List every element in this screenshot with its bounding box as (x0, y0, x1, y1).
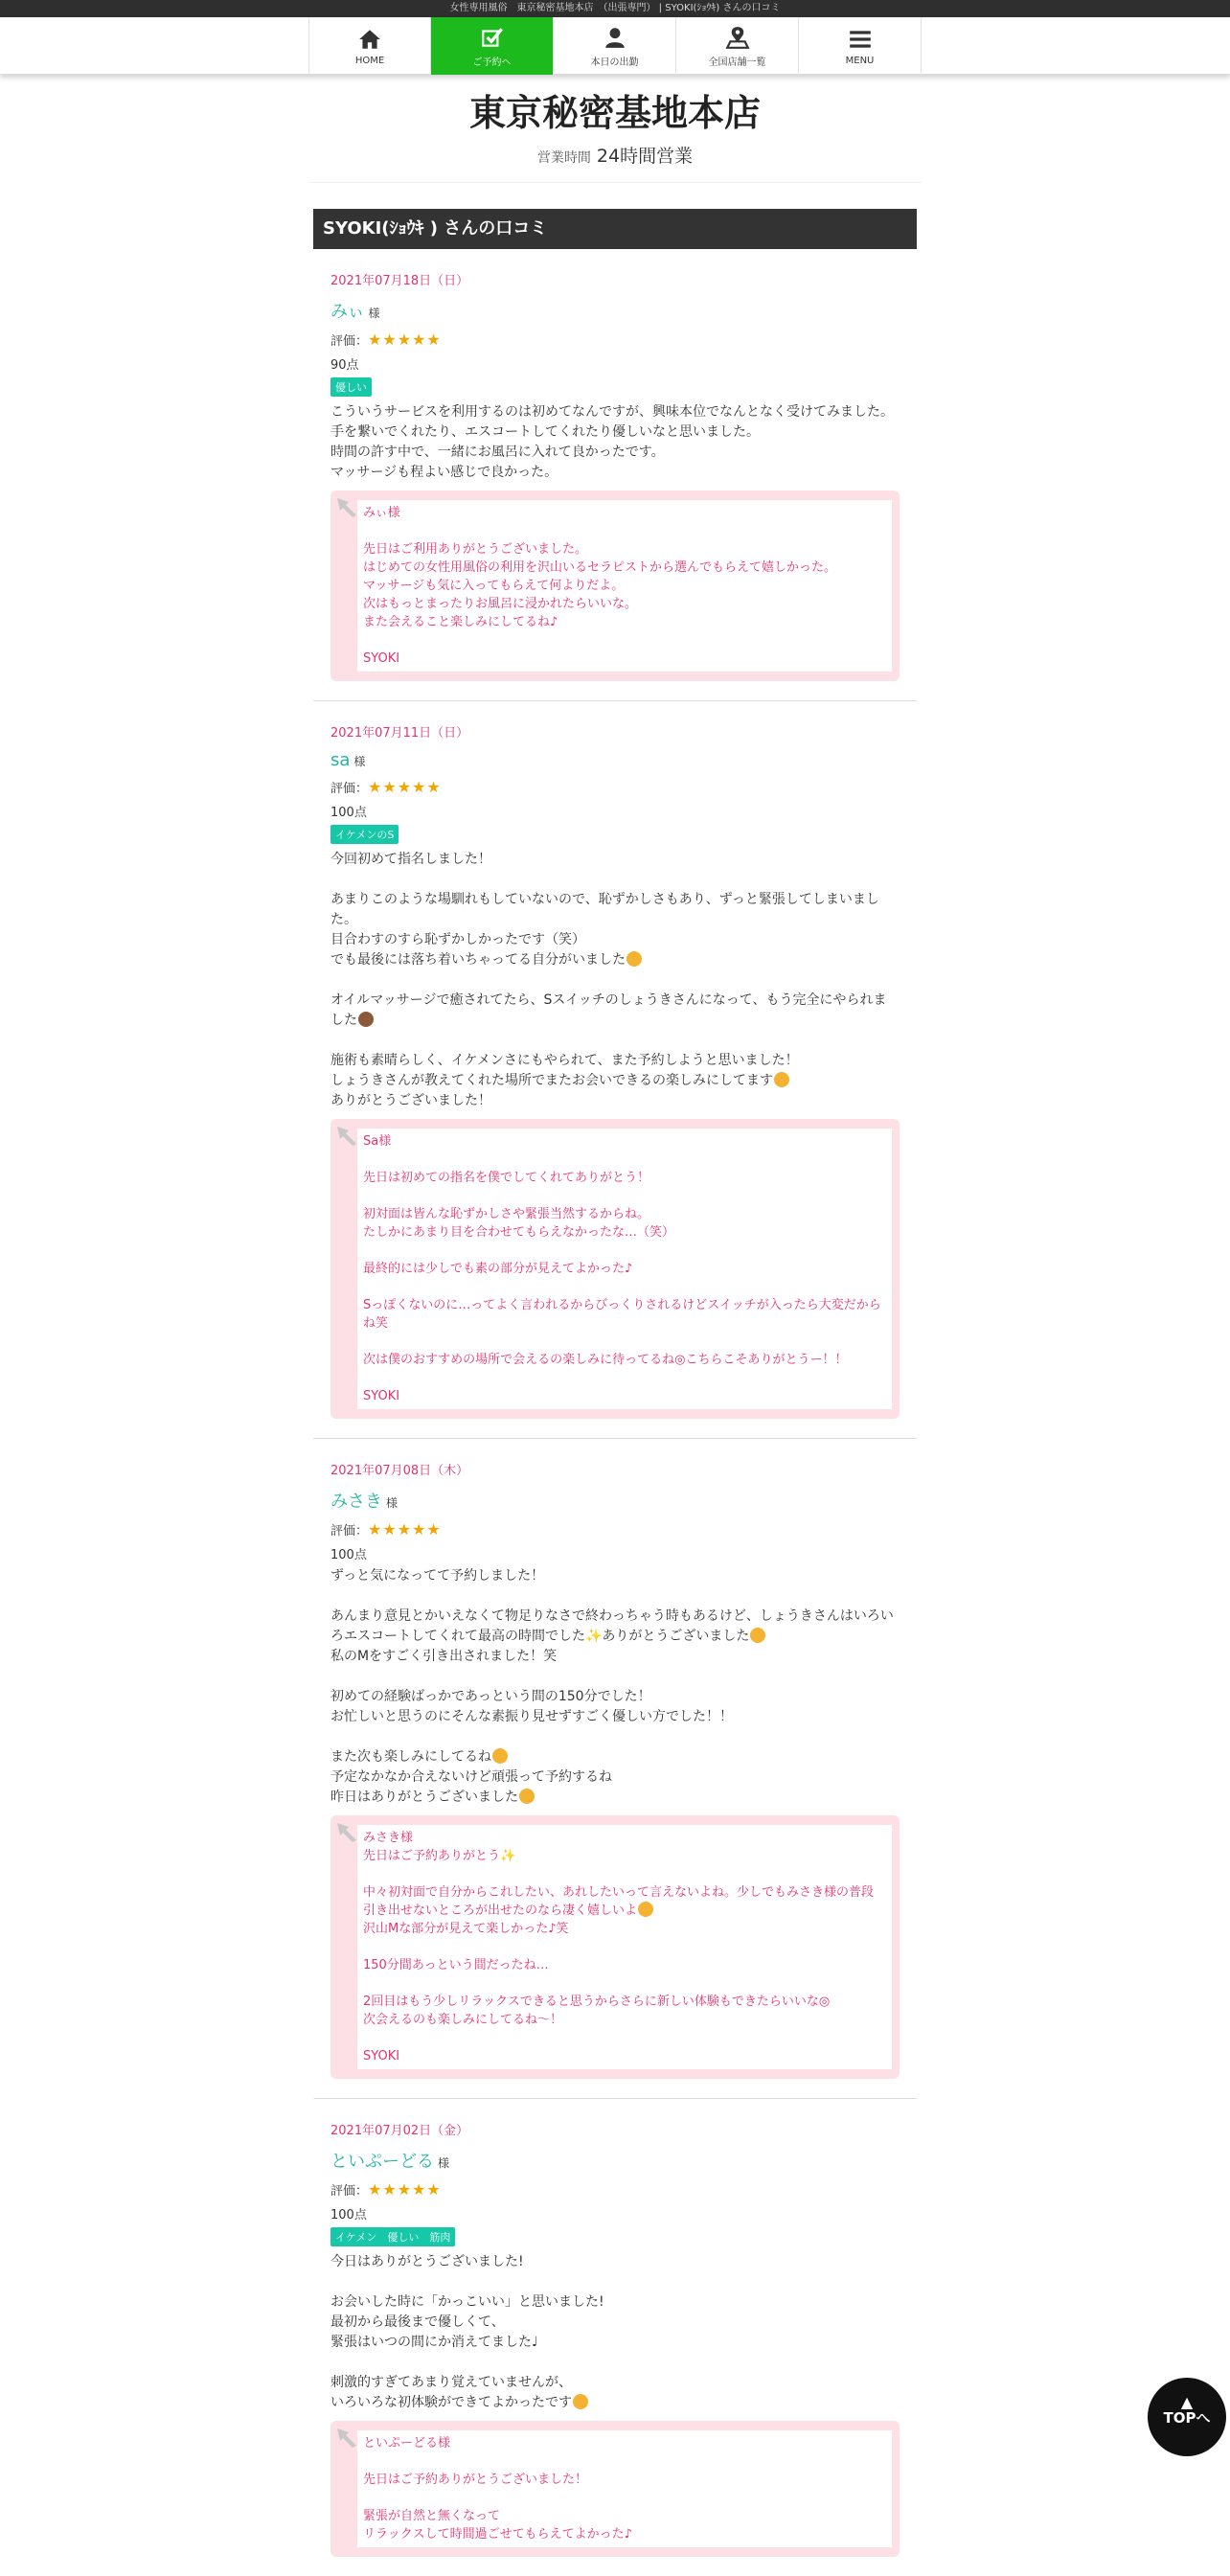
nav-home-label: HOME (354, 55, 385, 66)
home-icon (357, 27, 382, 52)
review-tag: 優しい (330, 377, 372, 397)
store-name: 東京秘密基地本店 (468, 91, 761, 134)
nav-reserve-label: ご予約へ (472, 57, 512, 68)
therapist-reply (330, 1119, 900, 1419)
review-item (313, 1439, 917, 2099)
reply-text: といぷーどる様 先日はご予約ありがとうございました！ 緊張が自然と無くなって リラックスして時間過ごせてもらえてよかった♪ (357, 2430, 892, 2547)
hamburger-icon (848, 27, 873, 52)
review-tags (330, 376, 900, 397)
reviewer-name-text: sa (330, 750, 351, 770)
rating-label: 評価： (330, 334, 369, 349)
store-hours (308, 142, 922, 168)
reviewer-name (330, 750, 900, 770)
review-body-part: ありがとうございました！ (330, 1093, 491, 1108)
smile-emoji-icon (492, 1748, 508, 1764)
review-body-part: オイルマッサージで癒されてたら、Sスイッチのしょうきさんになって、もう完全にやられました (330, 992, 887, 1028)
smile-emoji-icon (750, 1628, 765, 1643)
honorific: 様 (386, 1496, 399, 1510)
reply-text (357, 1825, 892, 2069)
star-rating: ★★★★★ (368, 1520, 442, 1539)
rating-label: 評価： (330, 782, 369, 796)
therapist-reply (330, 2421, 900, 2557)
review-body-part: ずっと気になってて予約しました！ あんまり意見とかいえなくて物足りなさで終わっちゃう時もあるけど、しょうきさんはいろいろエスコートしてくれて最高の時間でした✨ありがとうございました (330, 1568, 894, 1644)
honorific: 様 (353, 755, 366, 768)
reviews-heading: SYOKI(ｼｮｳｷ ) さんの口コミ (313, 209, 917, 249)
review-body: こういうサービスを利用するのは初めてなんですが、興味本位でなんとなく受けてみました。 手を繋いでくれたり、エスコートしてくれたり優しいなと思いました。 時間の許す中で、一緒にお風呂に入れて良かったです。 マッサージも程よい感じで良かった。 (330, 404, 894, 480)
check-icon (480, 25, 505, 50)
star-rating: ★★★★★ (368, 331, 442, 349)
review-rating (330, 1520, 900, 1539)
top-info-text: 女性専用風俗 東京秘密基地本店 （出張専門） | SYOKI(ｼｮｳｷ) さんの口コミ (449, 3, 781, 13)
reply-text: みぃ様 先日はご利用ありがとうございました。 はじめての女性用風俗の利用を沢山いるセラピストから選んでもらえて嬉しかった。 マッサージも気に入ってもらえて何よりだよ。 次はもっとまったりお風呂に浸かれたらいいな。 また会えること楽しみにしてるね♪ SYOKI (357, 500, 892, 672)
review-body-part: 今日はありがとうございました! お会いした時に「かっこいい」と思いました! 最初から最後まで優しくて、 緊張はいつの間にか消えてました♩ 刺激的すぎてあまり覚えていませんが、 いろいろな初体験ができてよかったです (330, 2254, 604, 2410)
honorific: 様 (438, 2156, 450, 2170)
reply-text-part: みさき様 先日はご予約ありがとう✨ 中々初対面で自分からこれしたい、あれしたいって言えないよね。少しでもみさき様の普段引き出せないところが出せたのなら凄く嬉しいよ (363, 1831, 875, 1918)
back-to-top-button[interactable] (1148, 2378, 1226, 2456)
smile-emoji-icon (573, 2394, 588, 2409)
reviewer-name-text: といぷーどる (330, 2152, 434, 2172)
rating-label: 評価： (330, 2184, 369, 2199)
smile-emoji-icon (774, 1072, 789, 1087)
review-body (330, 850, 900, 1111)
therapist-reply (330, 490, 900, 681)
review-tag: イケメン 優しい 筋肉 (330, 2227, 455, 2246)
nav-home[interactable] (308, 17, 431, 75)
review-body (330, 2252, 900, 2413)
review-item (313, 249, 917, 701)
review-body (330, 1566, 900, 1808)
star-rating: ★★★★★ (368, 778, 442, 796)
hours-label: 営業時間 (536, 150, 591, 166)
star-rating: ★★★★★ (368, 2180, 442, 2199)
reviewer-name (330, 298, 900, 323)
review-item (313, 701, 917, 1439)
smile-emoji-icon (519, 1789, 535, 1804)
review-body-part: 私のMをすごく引き出されました！笑 初めての経験ばっかであっという間の150分でした！ お忙しいと思うのにそんな素振り見せずすごく優しい方でした！！ また次も楽しみにしてるね (330, 1649, 733, 1765)
map-pin-icon (725, 25, 750, 50)
reviewer-name-text: みぃ (330, 302, 365, 322)
reviewer-name (330, 1488, 900, 1513)
nav-stores-label: 全国店舗一覧 (708, 57, 766, 68)
up-arrow-icon: ▲ (1180, 2393, 1194, 2411)
review-tag: イケメンのS (330, 825, 399, 844)
top-info-bar (0, 0, 1230, 17)
reply-arrow-icon (335, 1821, 358, 1844)
review-tags (330, 824, 900, 844)
review-body-part: 予定なかなか合えないけど頑張って予約するね 昨日はありがとうございました (330, 1769, 612, 1805)
nav-today-label: 本日の出勤 (590, 57, 639, 68)
review-rating (330, 2180, 900, 2199)
review-score: 100点 (330, 1548, 367, 1562)
review-date: 2021年07月18日（日） (330, 274, 469, 288)
review-rating (330, 778, 900, 796)
review-date: 2021年07月11日（日） (330, 726, 469, 741)
nav-stores[interactable] (676, 17, 799, 75)
nav-reserve[interactable] (431, 17, 554, 75)
nav-menu[interactable] (799, 17, 922, 75)
header-divider (308, 182, 922, 183)
reply-arrow-icon (335, 2427, 358, 2450)
monkey-emoji-icon (358, 1012, 374, 1027)
reviewer-name-text: みさき (330, 1492, 382, 1512)
reviews-section (313, 209, 917, 2576)
review-item (313, 2099, 917, 2576)
review-date: 2021年07月02日（金） (330, 2124, 469, 2138)
reply-text: Sa様 先日は初めての指名を僕でしてくれてありがとう！ 初対面は皆んな恥ずかしさや緊張当然するからね。 たしかにあまり目を合わせてもらえなかったな…（笑） 最終的には少しでも素の部分が見えてよかった♪ Sっぽくないのに…ってよく言われるからびっくりされるけどスイッチが入ったら大変だからね笑 次は僕のおすすめの場所で会えるの楽しみに待ってるね◎こちらこそありがとうー！！ SYOKI (357, 1128, 892, 1409)
reviewer-name (330, 2148, 900, 2173)
main-nav (0, 17, 1230, 75)
review-score: 100点 (330, 806, 367, 820)
hours-value: 24時間営業 (596, 146, 694, 167)
review-score: 90点 (330, 358, 359, 373)
person-icon (603, 25, 627, 50)
reply-arrow-icon (335, 496, 358, 519)
therapist-reply (330, 1815, 900, 2079)
smile-emoji-icon (638, 1902, 653, 1917)
back-to-top-label: TOPへ (1163, 2409, 1211, 2427)
review-date: 2021年07月08日（木） (330, 1464, 469, 1478)
reply-text-part: 沢山Mな部分が見えて楽しかった♪笑 150分間あっという間だったね… 2回目はもう少しリラックスできると思うからさらに新しい体験もできたらいいな◎ 次会えるのも楽しみにしてるね〜！ SYOKI (363, 1922, 831, 2063)
review-rating (330, 331, 900, 349)
review-body-part: 今回初めて指名しました！ あまりこのような場馴れもしていないので、恥ずかしさもあり、ずっと緊張してしまいました。 目合わすのすら恥ずかしかったです（笑） でも最後には落ち着いちゃってる自分がいました (330, 852, 879, 968)
reply-arrow-icon (335, 1125, 358, 1148)
rating-label: 評価： (330, 1524, 369, 1539)
review-tags (330, 2226, 900, 2246)
smile-emoji-icon (626, 951, 642, 967)
review-body-part: 施術も素晴らしく、イケメンさにもやられて、また予約しようと思いました！ しょうきさんが教えてくれた場所でまたお会いできるの楽しみにしてます (330, 1053, 799, 1088)
nav-menu-label: MENU (845, 55, 875, 66)
honorific: 様 (368, 307, 380, 320)
nav-today[interactable] (554, 17, 676, 75)
store-header (308, 86, 922, 168)
review-score: 100点 (330, 2208, 367, 2223)
